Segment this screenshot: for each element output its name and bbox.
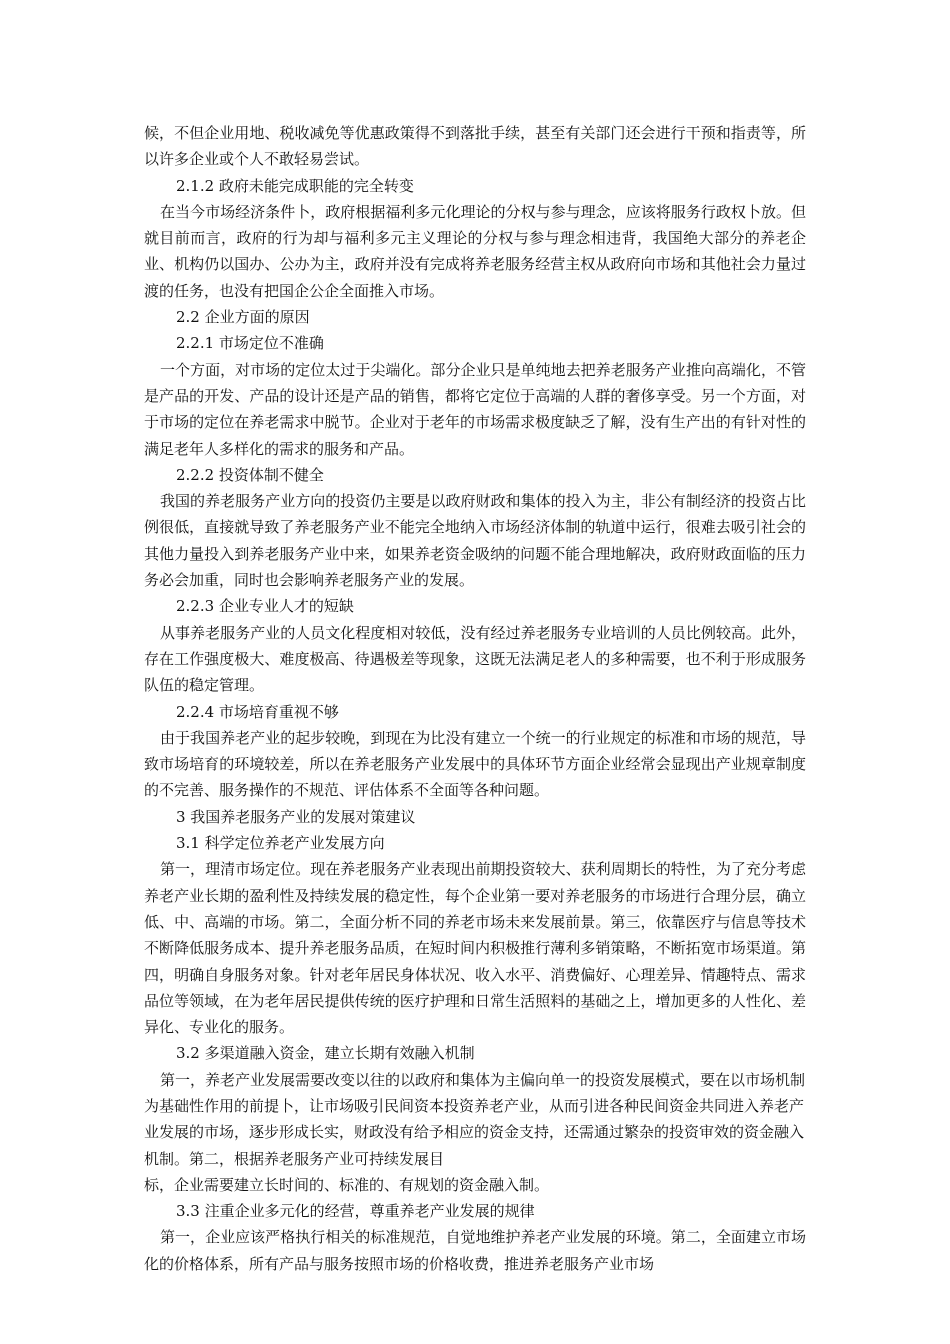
section-heading: 2.2 企业方面的原因	[176, 308, 310, 327]
section-heading: 2.2.3 企业专业人才的短缺	[176, 597, 354, 616]
paragraph: 第一，企业应该严格执行相关的标准规范，自觉地维护养老产业发展的环境。第二，全面建立市场化的价格体系，所有产品与服务按照市场的价格收费，推进养老服务产业市场	[144, 1228, 806, 1273]
section-heading: 2.2.1 市场定位不准确	[176, 334, 324, 353]
paragraph: 我国的养老服务产业方向的投资仍主要是以政府财政和集体的投入为主，非公有制经济的投资占比例很低，直接就导致了养老服务产业不能完全地纳入市场经济体制的轨道中运行，很难去吸引社会的其他力量投入到养老服务产业中来，如果养老资金吸纳的问题不能合理地解决，政府财政面临的压力务必会加重，同时也会影响养老服务产业的发展。	[144, 492, 806, 590]
chapter-heading: 3 我国养老服务产业的发展对策建议	[176, 807, 416, 826]
paragraph: 由于我国养老产业的起步较晚，到现在为比没有建立一个统一的行业规定的标准和市场的规范，导致市场培育的环境较差，所以在养老服务产业发展中的具体环节方面企业经常会显现出产业规章制度的不完善、服务操作的不规范、评估体系不全面等各种问题。	[144, 728, 806, 800]
document-page	[144, 120, 806, 1277]
paragraph: 从事养老服务产业的人员文化程度相对较低，没有经过养老服务专业培训的人员比例较高。此外，存在工作强度极大、难度极高、待遇极差等现象，这既无法满足老人的多种需要，也不利于形成服务队伍的稳定管理。	[144, 623, 806, 695]
paragraph: 第一，理清市场定位。现在养老服务产业表现出前期投资较大、获利周期长的特性，为了充分考虑养老产业长期的盈利性及持续发展的稳定性，每个企业第一要对养老服务的市场进行合理分层，确立低、中、高端的市场。第二，全面分析不同的养老市场未来发展前景。第三，依靠医疗与信息等技术不断降低服务成本、提升养老服务品质，在短时间内积极推行薄利多销策略，不断拓宽市场渠道。第四，明确自身服务对象。针对老年居民身体状况、收入水平、消费偏好、心理差异、情趣特点、需求品位等领域，在为老年居民提供传统的医疗护理和日常生活照料的基础之上，增加更多的人性化、差异化、专业化的服务。	[144, 860, 806, 1037]
paragraph: 第一，养老产业发展需要改变以往的以政府和集体为主偏向单一的投资发展模式，要在以市场机制为基础性作用的前提卜，让市场吸引民间资本投资养老产业，从而引进各种民间资金共同进入养老产业发展的市场，逐步形成长实，财政没有给予相应的资金支持，还需通过繁杂的投资审效的资金融入机制。第二，根据养老服务产业可持续发展目	[144, 1070, 806, 1168]
section-heading: 2.2.2 投资体制不健全	[176, 465, 324, 484]
section-heading: 3.1 科学定位养老产业发展方向	[176, 834, 385, 853]
section-heading: 3.3 注重企业多元化的经营，尊重养老产业发展的规律	[176, 1202, 535, 1221]
section-heading: 2.2.4 市场培育重视不够	[176, 702, 339, 721]
paragraph: 标，企业需要建立长时间的、标准的、有规划的资金融入制。	[144, 1175, 550, 1194]
paragraph: 候，不但企业用地、税收减免等优惠政策得不到落批手续，甚至有关部门还会进行干预和指责等，所以许多企业或个人不敢轻易尝试。	[144, 124, 806, 169]
section-heading: 3.2 多渠道融入资金，建立长期有效融入机制	[176, 1044, 475, 1063]
paragraph: 一个方面，对市场的定位太过于尖端化。部分企业只是单纯地去把养老服务产业推向高端化，不管是产品的开发、产品的设计还是产品的销售，都将它定位于高端的人群的奢侈享受。另一个方面，对于市场的定位在养老需求中脱节。企业对于老年的市场需求极度缺乏了解，没有生产出的有针对性的满足老年人多样化的需求的服务和产品。	[144, 360, 806, 458]
section-heading: 2.1.2 政府未能完成职能的完全转变	[176, 176, 414, 195]
paragraph: 在当今市场经济条件卜，政府根据福利多元化理论的分权与参与理念，应该将服务行政权卜放。但就目前而言，政府的行为却与福利多元主义理论的分权与参与理念相违背，我国绝大部分的养老企业、机构仍以国办、公办为主，政府并没有完成将养老服务经营主权从政府向市场和其他社会力量过渡的任务，也没有把国企公企全面推入市场。	[144, 202, 806, 300]
